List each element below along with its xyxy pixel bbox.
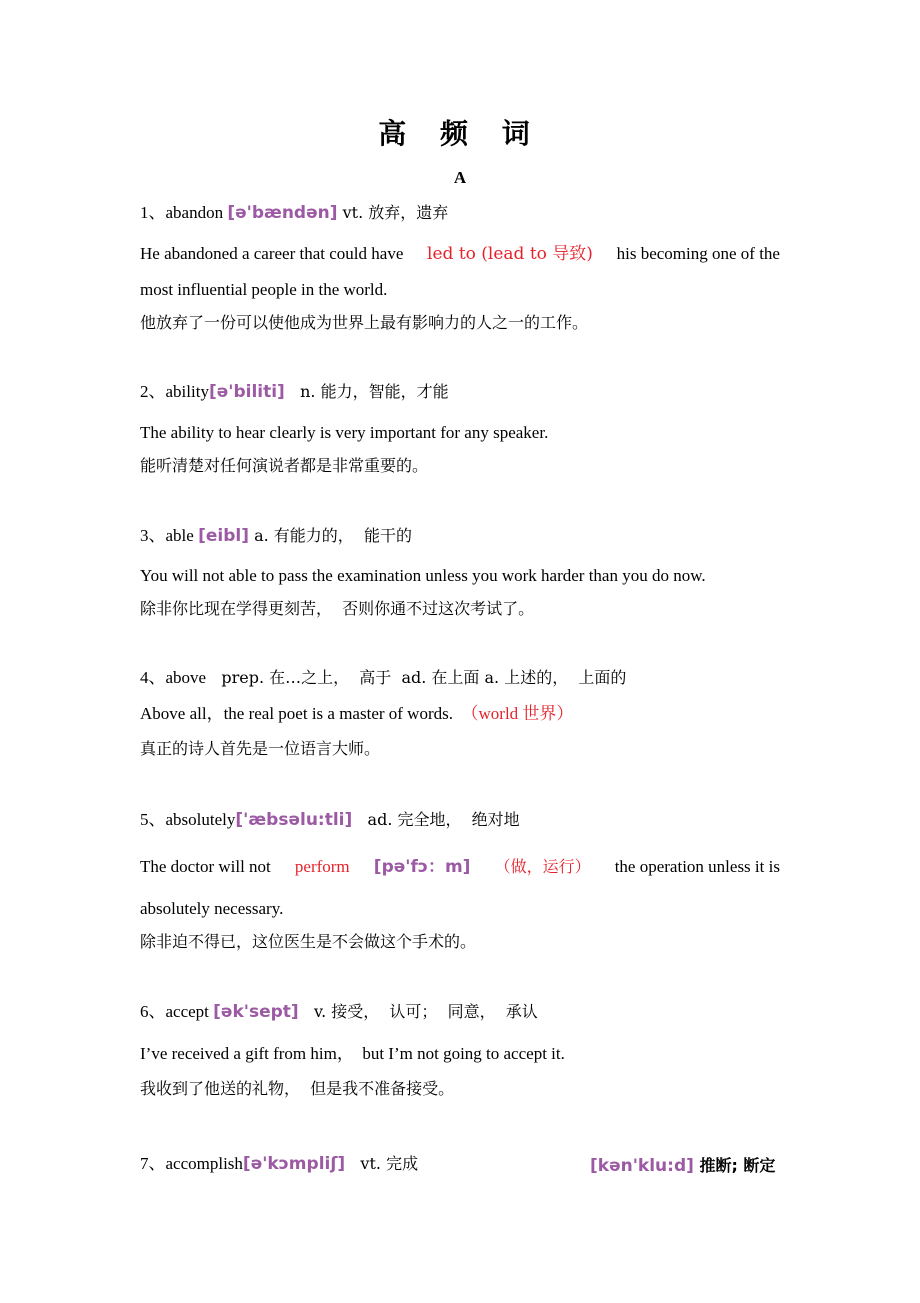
entry-5-example-en-line1 <box>140 856 780 878</box>
entry-number: 2、 <box>140 382 166 401</box>
entry-definition: n. 能力，智能，才能 <box>284 382 449 401</box>
entry-2-example-cn: 能听清楚对任何演说者都是非常重要的。 <box>140 456 429 475</box>
entry-number: 6、 <box>140 1002 166 1021</box>
entry-word: abandon <box>165 203 228 222</box>
example-ipa: [pə'fɔ：m] <box>373 857 471 877</box>
section-letter: A <box>453 168 467 187</box>
entry-word: absolutely <box>165 810 236 829</box>
example-highlight: led to (lead to 导致) <box>427 244 593 264</box>
entry-ipa: [eibl] <box>198 526 249 546</box>
example-text: He abandoned a career that could have <box>140 244 404 263</box>
entry-1-example-cn: 他放弃了一份可以使他成为世界上最有影响力的人之一的工作。 <box>140 313 589 332</box>
side-note-definition: 推断; 断定 <box>693 1156 776 1175</box>
entry-definition: a. 有能力的， 能干的 <box>248 526 412 545</box>
entry-4-headword <box>140 667 626 689</box>
entry-definition: v. 接受， 认可； 同意， 承认 <box>298 1002 538 1021</box>
entry-ipa: [ə'biliti] <box>208 382 285 402</box>
entry-4-example-en <box>140 703 573 725</box>
entry-number: 1、 <box>140 203 166 222</box>
side-note <box>590 1153 775 1176</box>
entry-2-example-en: The ability to hear clearly is very important for any speaker. <box>140 423 549 442</box>
entry-7-headword <box>140 1153 418 1175</box>
entry-5-example-en-line2: absolutely necessary. <box>140 899 284 918</box>
entry-1-headword <box>140 202 448 224</box>
entry-5-example-cn: 除非迫不得已，这位医生是不会做这个手术的。 <box>140 932 477 951</box>
example-text: Above all，the real poet is a master of words. <box>140 704 462 723</box>
entry-1-example-en-line2: most influential people in the world. <box>140 280 388 299</box>
entry-word: above <box>165 668 207 687</box>
entry-ipa: [ə'bændən] <box>227 203 338 223</box>
entry-number: 7、 <box>140 1154 166 1173</box>
entry-6-headword <box>140 1001 538 1023</box>
example-highlight-cn: （做，运行） <box>494 857 591 876</box>
entry-4-example-cn: 真正的诗人首先是一位语言大师。 <box>140 739 381 758</box>
entry-word: accept <box>165 1002 214 1021</box>
entry-5-headword <box>140 809 520 831</box>
entry-3-example-en: You will not able to pass the examination unless you work harder than you do now. <box>140 566 706 585</box>
entry-1-example-en-line1 <box>140 243 780 265</box>
entry-3-headword <box>140 525 412 547</box>
entry-ipa: [ə'kɔmpliʃ] <box>242 1154 346 1174</box>
example-highlight: （world 世界） <box>461 704 574 723</box>
entry-definition: vt. 放弃，遗弃 <box>337 203 449 222</box>
side-note-ipa: [kən'klu:d] <box>590 1156 694 1176</box>
entry-6-example-en: I’ve received a gift from him， but I’m not going to accept it. <box>140 1044 565 1063</box>
entry-ipa: ['æbsəlu:tli] <box>235 810 353 830</box>
example-text: his becoming one of the <box>616 244 780 263</box>
entry-number: 5、 <box>140 810 166 829</box>
example-text: the operation unless it is <box>614 857 780 876</box>
entry-definition: prep. 在…之上， 高于 ad. 在上面 a. 上述的， 上面的 <box>206 668 627 687</box>
entry-number: 3、 <box>140 526 166 545</box>
entry-word: able <box>165 526 199 545</box>
entry-word: ability <box>165 382 209 401</box>
page-title: 高 频 词 <box>378 117 542 150</box>
entry-definition: vt. 完成 <box>345 1154 419 1173</box>
entry-word: accomplish <box>165 1154 243 1173</box>
entry-3-example-cn: 除非你比现在学得更刻苦， 否则你通不过这次考试了。 <box>140 599 535 618</box>
entry-6-example-cn: 我收到了他送的礼物， 但是我不准备接受。 <box>140 1079 455 1098</box>
entry-definition: ad. 完全地， 绝对地 <box>352 810 520 829</box>
example-highlight: perform <box>294 857 350 876</box>
entry-2-headword <box>140 381 449 403</box>
entry-ipa: [ək'sept] <box>213 1002 299 1022</box>
entry-number: 4、 <box>140 668 166 687</box>
example-text: The doctor will not <box>140 857 271 876</box>
